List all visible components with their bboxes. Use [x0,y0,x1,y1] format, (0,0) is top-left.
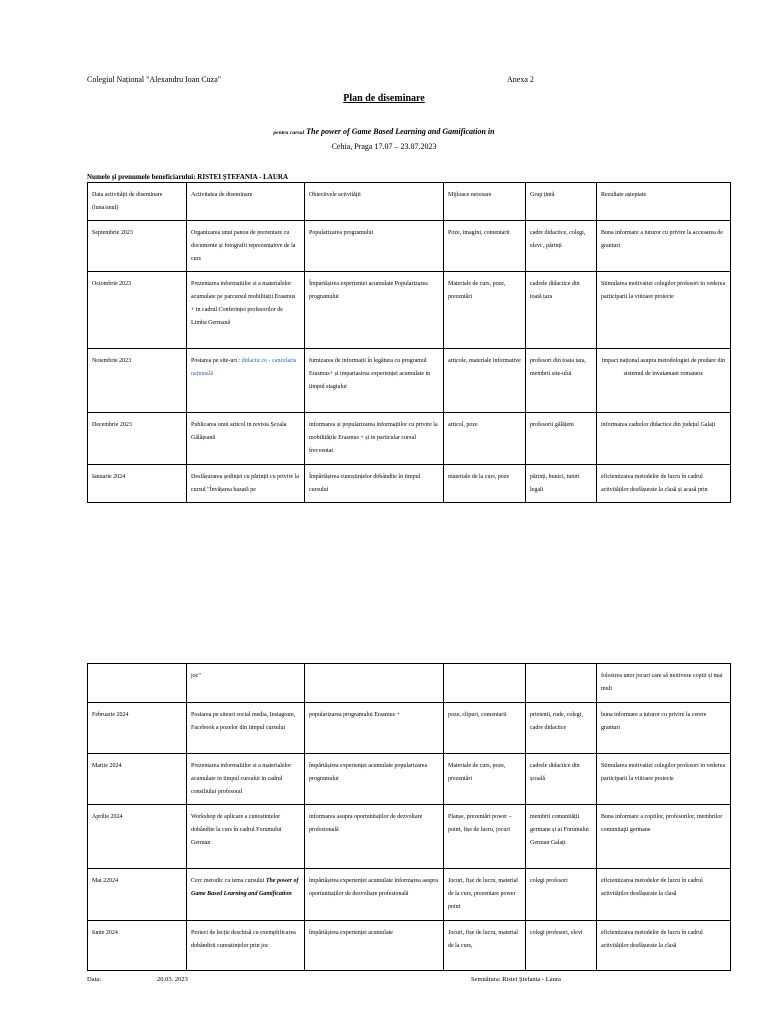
row-activity: Desfășurarea ședinței cu părinții cu privire la cursul "Învățarea bazată pe [187,465,305,503]
row-target: profesori din toata tara, membrii site-ului [526,349,597,413]
row-objectives: popularizarea programului Erasmus + [305,703,444,754]
date-value: 20.03. 2023 [157,976,188,983]
row-means: Materiale de curs, poze, prezentări [444,754,526,805]
row-date: Martie 2024 [88,754,187,805]
dissemination-table-page1 [87,182,731,503]
annex-label: Anexa 2 [507,75,534,84]
row-activity: Postarea pe siteuri social media, Instagram, Facebook a pozelor din timpul cursului [187,703,305,754]
header-means: Mijloace necesare [444,183,526,221]
table-row [88,703,731,754]
table-row [88,413,731,465]
row-activity: Publicarea unui articol in revista Școala Gălățeană [187,413,305,465]
row-results: eficientizarea metodelor de lucru în cadrul activităților desfășurate la clasă [597,921,731,971]
table-header-row [88,183,731,221]
row-objectives: Popularizarea programului [305,221,444,272]
course-title-emphasis: The power of Game Based Learning and Gamification [191,878,299,897]
table-row [88,664,731,703]
header-objectives: Obiectivele activității [305,183,444,221]
row-results: eficientizarea metodelor de lucru în cadrul activităților desfășurate la clasă [597,869,731,921]
row-activity [187,349,305,413]
row-objectives: împărtășirea experienței acumulate popularizarea programului [305,754,444,805]
row-objectives: împărtășirea experienței acumulate [305,921,444,971]
row-means [444,664,526,703]
date-label: Data: [87,976,102,983]
row-objectives: informarea și popularizarea informațiilor cu privire la mobilitățile Erasmus + și in particular cursul frecventat [305,413,444,465]
row-date: Ianuarie 2024 [88,465,187,503]
row-target: colegi profesori, elevi [526,921,597,971]
course-line [0,127,768,136]
row-means: Jocuri, fișe de lucru, material de la curs, [444,921,526,971]
row-activity: Prezentarea informatiilor si a materialelor acumulate pe parcursul mobilitații Erasmus + in cadrul Conferinței profesorilor de Limba Germană [187,272,305,349]
row-results: informarea cadrelor didactice din județul Galați [597,413,731,465]
row-target: părinți, bunici, tutori legali [526,465,597,503]
row-objectives: informarea asupra oportunitaților de dezvoltare profesională [305,805,444,869]
row-results: Stimularea motivatiei colegilor profesori in vederea participarii la viitoare proiecte [597,754,731,805]
signature: Semnătura: Ristei Ștefania - Laura [471,976,561,983]
activity-text: Cerc metodic cu tema cursului [191,878,265,884]
table-row [88,869,731,921]
row-means: Jocuri, fișe de lucru, material de la curs, prezentare power point [444,869,526,921]
row-target: cadre didactice, colegi, elevi , părinți [526,221,597,272]
row-target: membrii comunității germane și ai Forumului German Galați [526,805,597,869]
row-means: Poze, imagini, comentarii [444,221,526,272]
row-activity: Organizarea unui panou de prezentare cu documente și fotografii reprezentative de la curs [187,221,305,272]
row-means: Materiale de curs, poze, prezentări [444,272,526,349]
row-means: articol, poze [444,413,526,465]
course-title: The power of Game Based Learning and Gamification in [306,127,495,136]
row-target: cadrele didactice din toată țara [526,272,597,349]
row-results: Stimularea motivatiei colegilor profesori in vederea participarii la viitoare proiecte [597,272,731,349]
row-date: Octombrie 2023 [88,272,187,349]
row-date [88,664,187,703]
table-row [88,754,731,805]
row-objectives: Împărtășirea cunoștințelor dobândite în timpul cursului [305,465,444,503]
row-results: folosirea unor jocuri care să motiveze copiii și mai mult [597,664,731,703]
row-activity: Workshop de aplicare a cunoștințelor dobândite la curs în cadrul Forumului German [187,805,305,869]
table-row [88,221,731,272]
row-date: Iunie 2024 [88,921,187,971]
row-results: Buna informare a tuturor cu privire la accesarea de granturi [597,221,731,272]
row-means: poze, clipuri, comentarii [444,703,526,754]
row-target: profesorii gălățeni [526,413,597,465]
row-target [526,664,597,703]
row-objectives: împărtășirea experienței acumulate informarea asupra oportunitaților de dezvoltare profesională [305,869,444,921]
row-objectives: furnizarea de informații în legătura cu programul Erasmus+ și impartasirea experienței acumulate in timpul stagiului [305,349,444,413]
row-results: Buna informare a copiilor, profesorilor, membrilor comunitaţii germane [597,805,731,869]
header-results: Rezultate așteptate [597,183,731,221]
row-target: cadrele didactice din școală [526,754,597,805]
row-results: eficientizarea metodelor de lucru în cadrul activităților desfășurate la clasă și acasă prin [597,465,731,503]
table-row [88,349,731,413]
row-objectives: Împartășirea experientei acumulate Popularizarea programului [305,272,444,349]
row-results: impact național asupra metodologiei de predare din sistemul de invatamant romanesc [597,349,731,413]
header-date: Data activității de diseminare (luna/anul) [88,183,187,221]
row-date: Mai 22024 [88,869,187,921]
row-date: Septembrie 2023 [88,221,187,272]
row-means: Planșe, prezentări power – point, fișe de lucru, jocuri [444,805,526,869]
dissemination-table-page2 [87,663,731,971]
activity-text: Postarea pe site-uri : [191,358,241,364]
row-activity [187,869,305,921]
school-name: Colegiul Național "Alexandru Ioan Cuza" [87,75,222,84]
header-activity: Activitatea de diseminare [187,183,305,221]
row-means: articole, materiale informative [444,349,526,413]
row-date: Noiembrie 2023 [88,349,187,413]
didactic-link[interactable]: didactic.ro - cancelaria națională [191,358,297,377]
row-date: Decembrie 2023 [88,413,187,465]
row-date: Februarie 2024 [88,703,187,754]
page-title: Plan de diseminare [343,93,425,104]
beneficiary-name: Numele și prenumele beneficiarului: RISTEI ȘTEFANIA - LAURA [87,173,289,181]
header-target: Grup țintă [526,183,597,221]
course-prefix: pentru cursul [273,130,305,136]
row-activity: Prezentarea informatiilor si a materialelor acumulate in timpul cursului in cadrul consiliului profesoral [187,754,305,805]
row-date: Aprilie 2024 [88,805,187,869]
row-objectives [305,664,444,703]
row-activity: Proiect de lecție deschisă cu exemplificarea dobândirii cunoștințelor prin joc [187,921,305,971]
row-target: prietenii, rude, colegi, cadre didactice [526,703,597,754]
row-means: materiale de la curs, poze [444,465,526,503]
table-row [88,921,731,971]
row-results: buna informare a tuturor cu privire la cerere granturi [597,703,731,754]
table-row [88,465,731,503]
row-target: colegi profesori [526,869,597,921]
table-row [88,805,731,869]
row-activity: joc" [187,664,305,703]
table-row [88,272,731,349]
course-location: Cehia, Praga 17.07 – 23.07.2023 [331,142,437,151]
